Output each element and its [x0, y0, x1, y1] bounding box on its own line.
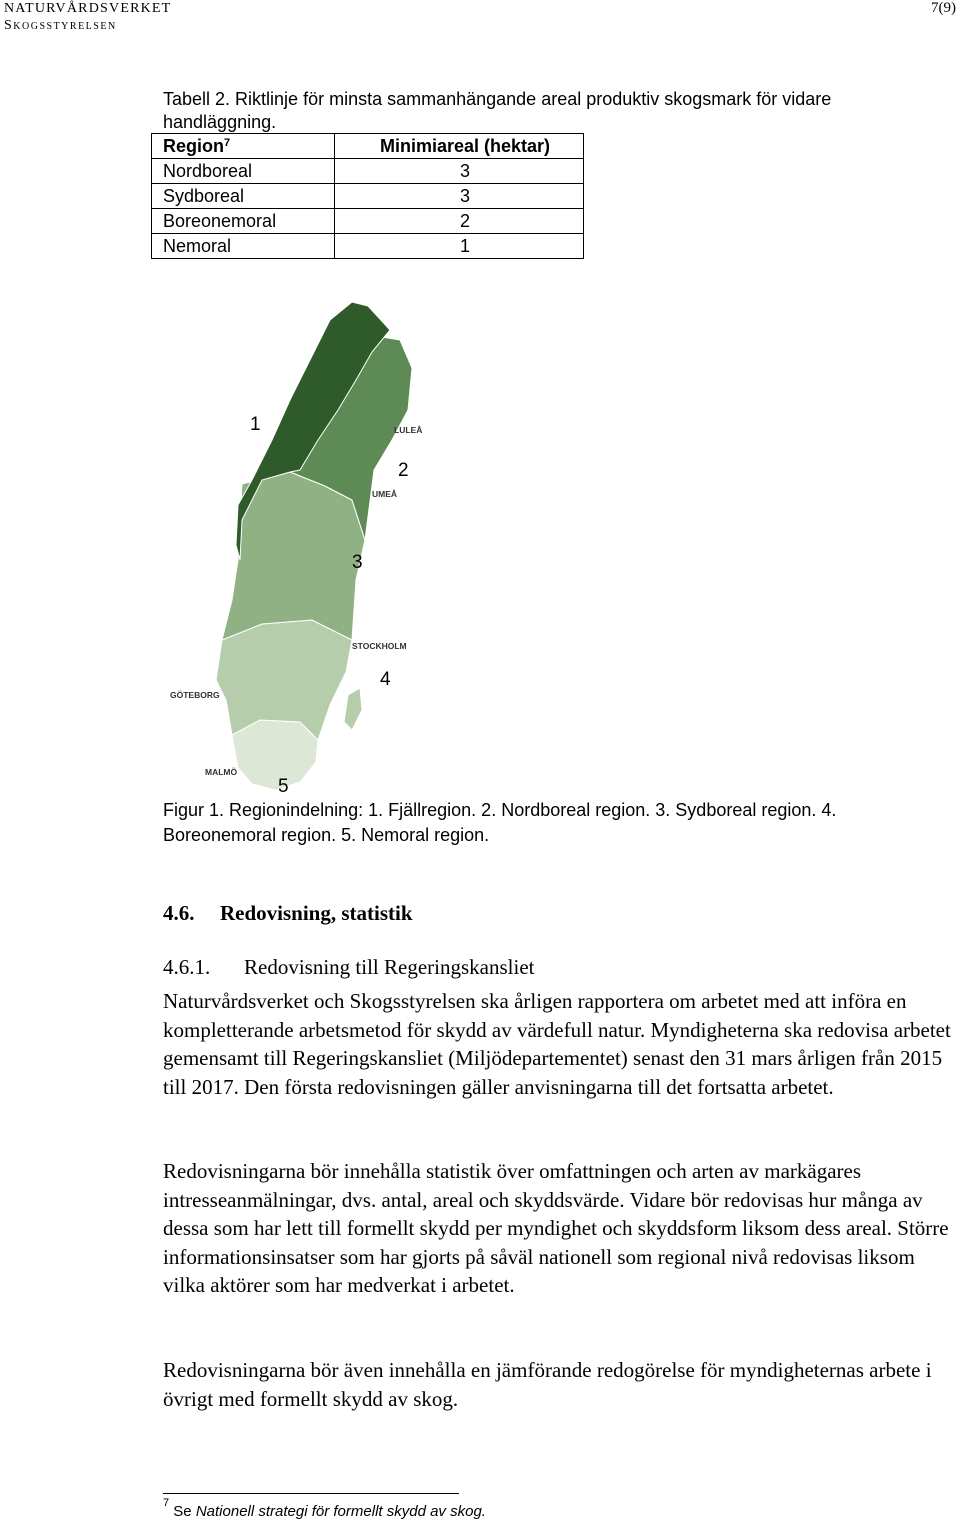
footnote-number: 7: [163, 1497, 170, 1509]
table-row: [152, 234, 584, 259]
map-gotland: [344, 688, 362, 730]
map-region-number: 3: [352, 552, 363, 573]
section-title: Redovisning, statistik: [220, 901, 413, 925]
section-heading: [163, 901, 413, 926]
header-org-line1: NATURVÅRDSVERKET: [4, 1, 172, 16]
table-header-row: [152, 134, 584, 159]
paragraph: Redovisningarna bör innehålla statistik över omfattningen och arten av markägares intresseanmälningar, dvs. antal, areal och skyddsvärde. Vidare bör redovisas hur många av dessa som har lett till formellt skydd per myndighet och skyddsform liksom dess areal. Större informationsinsatser som har gjorts på såväl nationell som regional nivå redovisas liksom vilka aktörer som har medverkat i arbetet.: [163, 1159, 949, 1298]
table-cell-area: 2: [335, 209, 584, 234]
map-city-label: STOCKHOLM: [352, 641, 407, 651]
table-row: [152, 209, 584, 234]
subsection-title: Redovisning till Regeringskansliet: [244, 955, 535, 979]
table-cell-region: Sydboreal: [152, 184, 335, 209]
map-region-number: 1: [250, 414, 261, 435]
map-region-number: 2: [398, 460, 409, 481]
subsection-heading: [163, 955, 534, 980]
paragraph: Redovisningarna bör även innehålla en jämförande redogörelse för myndigheternas arbete i övrigt med formellt skydd av skog.: [163, 1358, 932, 1411]
table-cell-region: Nemoral: [152, 234, 335, 259]
page-number: 7(9): [931, 0, 956, 16]
table-header-minarea: Minimiareal (hektar): [335, 134, 584, 159]
header-organization: [4, 0, 171, 34]
subsection-number: 4.6.1.: [163, 955, 211, 979]
paragraph: Naturvårdsverket och Skogsstyrelsen ska årligen rapportera om arbetet med att införa en kompletterande arbetsmetod för skydd av värdefull natur. Myndigheterna ska redovisa arbetet gemensamt till Regeringskansliet (Miljödepartementet) senast den 31 mars årligen från 2015 till 2017. Den första redovisningen gäller anvisningarna till det fortsatta arbetet.: [163, 989, 951, 1099]
table-cell-region: Boreonemoral: [152, 209, 335, 234]
table-row: [152, 184, 584, 209]
region-area-table: [151, 133, 584, 259]
figure-caption: Figur 1. Regionindelning: 1. Fjällregion. 2. Nordboreal region. 3. Sydboreal region. 4. Boreonemoral region. 5. Nemoral region.: [163, 800, 837, 845]
map-region-5: [232, 720, 318, 790]
header-region-label: Region: [163, 136, 224, 156]
map-city-label: LULEÅ: [394, 425, 423, 435]
map-city-label: UMEÅ: [372, 489, 398, 499]
table-cell-area: 1: [335, 234, 584, 259]
footnote-prefix: Se: [173, 1503, 192, 1520]
map-city-label: GÖTEBORG: [170, 690, 220, 700]
table-caption: Tabell 2. Riktlinje för minsta sammanhängande areal produktiv skogsmark för vidare handläggning.: [163, 89, 832, 132]
map-region-number: 4: [380, 669, 391, 690]
section-number: 4.6.: [163, 901, 195, 925]
table-cell-area: 3: [335, 184, 584, 209]
sweden-region-map: [150, 295, 450, 795]
map-city-label: MALMÖ: [205, 767, 238, 777]
header-org-line2: Skogsstyrelsen: [4, 18, 117, 33]
table-cell-area: 3: [335, 159, 584, 184]
footnote-ref: 7: [224, 137, 231, 149]
table-cell-region: Nordboreal: [152, 159, 335, 184]
table-header-region: [152, 134, 335, 159]
footnote-divider: [163, 1493, 459, 1494]
map-region-number: 5: [278, 776, 289, 795]
footnote: [163, 1497, 486, 1520]
table-row: [152, 159, 584, 184]
footnote-text: Nationell strategi för formellt skydd av skog.: [195, 1503, 486, 1520]
